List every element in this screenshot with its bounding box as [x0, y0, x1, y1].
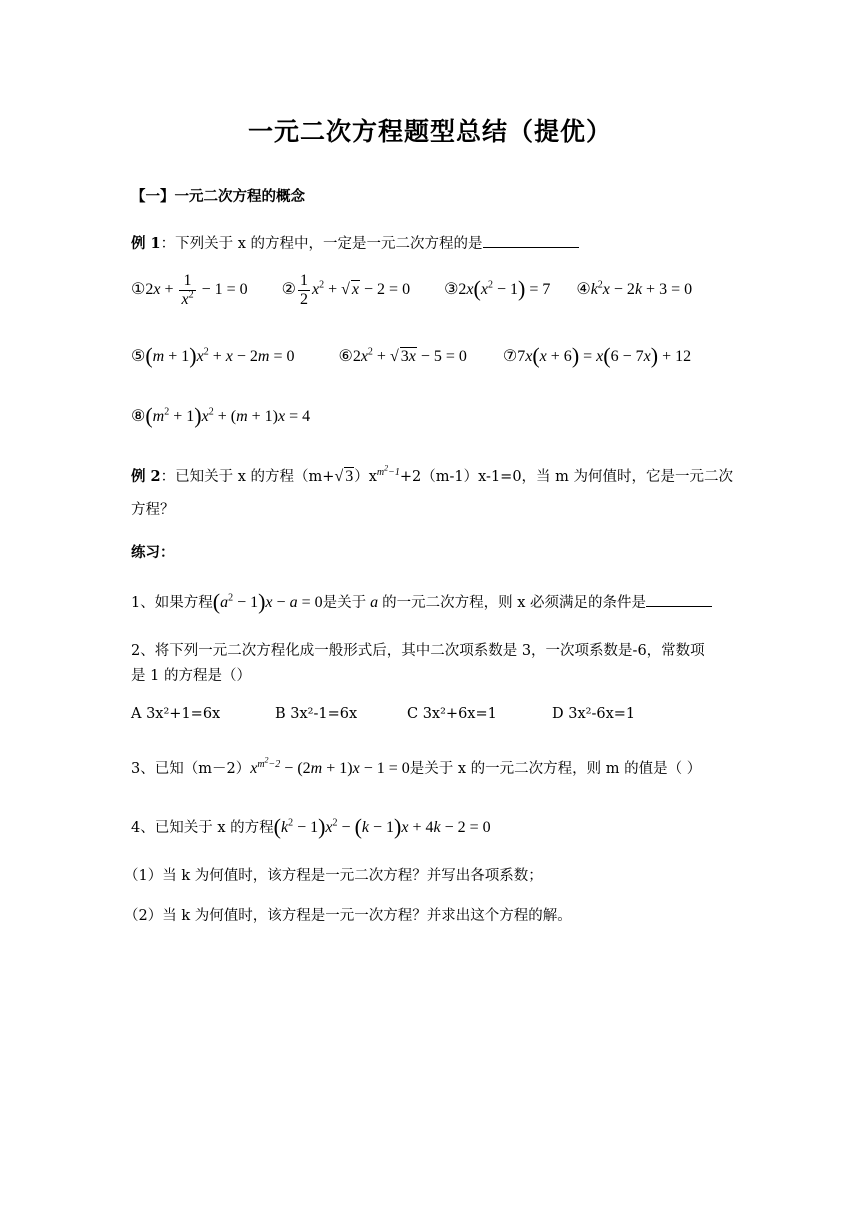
fraction: $\frac{1}{2}$ [299, 272, 308, 308]
question-3: 3、已知$(m-2)x^{m^2-2} - (2m + 1)x - 1 = 0$是关于 x 的一元二次方程，则 m 的值是（ ） [131, 755, 702, 777]
equation-8: $⑧(m^2 + 1)x^2 + (m + 1)x = 4$ [131, 403, 311, 428]
equation-4: $④k^2x - 2k + 3 = 0$ [576, 279, 693, 298]
section-heading: 【一】一元二次方程的概念 [131, 188, 305, 205]
example2-label: 例 2 [131, 468, 161, 485]
example1-prompt [131, 232, 579, 253]
fraction: $\frac{1}{x^2}$ [181, 272, 194, 308]
equation-7: ⑦7x(x + 6) = x(6 − 7x) + 12 [502, 343, 692, 368]
example2-prompt-cont: 方程？ [131, 502, 175, 518]
question-2-options [131, 706, 635, 722]
option-b: B 3x²-1=6x [275, 706, 358, 722]
question-4-part2: （2）当 k 为何值时，该方程是一元一次方程？并求出这个方程的解。 [124, 908, 572, 924]
question-1: 1、如果方程$(a^2 - 1)x - a = 0$是关于 a 的一元二次方程，则 x 必须满足的条件是 [131, 589, 712, 615]
answer-blank [646, 605, 712, 607]
option-d: D 3x²-6x=1 [552, 706, 636, 722]
example2-prompt: 例 2：已知关于 x 的方程（m+√ $3)x^{m^2-1}+2(m-1)x-1=0$，当 m 为何值时，它是一元二次 [131, 463, 734, 485]
equation-5: ⑤(m + $1)x^2 + x - 2m = 0$ [131, 343, 295, 368]
example1-text: ：下列关于 x 的方程中，一定是一元二次方程的是 [160, 236, 483, 252]
example1-equations-row1 [131, 272, 714, 308]
question-4: 4、已知关于 x 的方程$(k^2 - 1)x^2 - (k - 1)x + 4k - 2 = 0$ [131, 814, 491, 839]
option-c: C 3x²+6x=1 [407, 706, 497, 722]
practice-heading: 练习： [131, 544, 175, 561]
page-title: 一元二次方程题型总结（提优） [247, 117, 612, 146]
example1-equations-row2 [131, 343, 713, 369]
equation-3: $③2x(x^2 - 1) = 7$ [444, 275, 551, 301]
question-4-part1: （1）当 k 为何值时，该方程是一元二次方程？并写出各项系数； [124, 868, 543, 884]
example1-equations-row3 [131, 403, 332, 429]
equation-1: ①2x + $\frac{1}{x^2}$ − 1 = 0 [131, 272, 248, 308]
question-2-line2: 是 1 的方程是（） [131, 668, 251, 684]
equation-6: $⑥2x^2$ + √ 3x − 5 = 0 [338, 346, 467, 365]
answer-blank [483, 246, 579, 248]
example1-label: 例 1 [131, 235, 161, 252]
equation-2: ② $\frac{1}{2}$ $x^2$ + √ x − 2 = 0 [281, 272, 411, 308]
option-a: A 3x²+1=6x [131, 706, 221, 722]
question-2-line1: 2、将下列一元二次方程化成一般形式后，其中二次项系数是 3，一次项系数是-6，常数项 [131, 643, 705, 659]
